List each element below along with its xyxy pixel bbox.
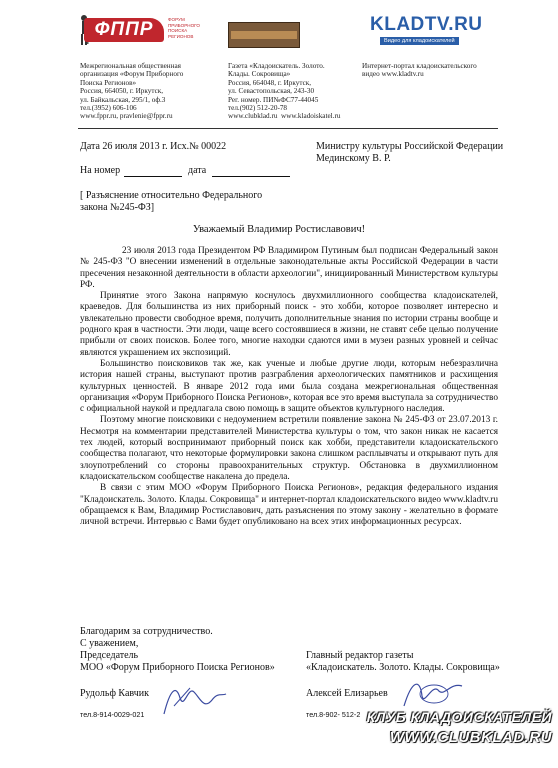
- paragraph: 23 июля 2013 года Президентом РФ Владимиром Путиным был подписан Федеральный закон № 245-ФЗ "О внесении изменений в отдельные законодательные акты Российской Федерации в части пресечения незаконной деятельности в области археологии", инициированный Министерством культуры РФ.: [80, 246, 498, 290]
- right-signer-name: Алексей Елизарьев: [306, 688, 388, 699]
- thanks-line: Благодарим за сотрудничество.: [80, 626, 213, 637]
- right-signer-title-1: Главный редактор газеты: [306, 650, 414, 661]
- paragraph: В связи с этим МОО «Форум Приборного Поиска Регионов», редакция федерального издания "Кладоискатель. Золото. Клады. Сокровища" и интернет-портал кладоискательского видео www.kladtv.ru обращаемся к Вам, Владимир Ростиславович, дать разъяснения по этому закону - желательно в формате личной встречи. Интервью с Вами будет опубликовано на всех этих информационных ресурсах.: [80, 483, 498, 528]
- fppr-logo: [78, 14, 208, 46]
- recipient: [316, 141, 503, 165]
- fppr-logo-subtitle: ФОРУМ ПРИБОРНОГО ПОИСКА РЕГИОНОВ: [168, 17, 200, 39]
- recipient-line-2: Мединскому В. Р.: [316, 153, 391, 164]
- header-divider: [78, 128, 498, 129]
- paragraph: Принятие этого Закона напрямую коснулось двухмиллионного сообщества кладоискателей, краеведов. Для большинства из них приборный поиск - это хобби, которое позволяет интересно и увлекательно провести свободное время, получить дополнительные знания по истории страны вообще и родного края в частности. Эти люди, чаще всего состоявшиеся в жизни, не ставят себе целью получение прибыли от своих поисков. Более того, многие находки сдаются ими в музеи разных уровней и сейчас являются украшением их экспозиций.: [80, 291, 498, 358]
- right-signer-title-2: «Кладоискатель. Золото. Клады. Сокровища»: [306, 662, 500, 673]
- fppr-contact-block: Межрегиональная общественная организация «Форум Приборного Поиска Регионов» Россия, 664050, г. Иркутск, ул. Байкальская, 295/1, оф.3 тел.(3952) 606-106 www.fppr.ru, pravlenie@fppr.ru: [80, 62, 184, 121]
- left-signer-phone: тел.8-914-0029-021: [80, 710, 145, 719]
- number-label: На номер: [80, 165, 121, 176]
- subject-line-1: [ Разъяснение относительно Федерального: [80, 190, 263, 201]
- left-signature-icon: [160, 680, 230, 720]
- date-line: Дата 26 июля 2013 г. Исх.№ 00022: [80, 141, 227, 152]
- date-blank-line: [212, 176, 290, 177]
- closing-left: [80, 626, 275, 674]
- gazeta-contact-block: Газета «Кладоискатель. Золото. Клады. Сокровища» Россия, 664048, г. Иркутск, ул. Севастопольская, 243-30 Рег. номер. ПИ№ФС77-44045 тел.(902) 512-20-78 www.clubklad.ru www.kladoiskatel.ru: [228, 62, 341, 121]
- watermark-line-2: WWW.CLUBKLAD.RU: [389, 729, 552, 746]
- salutation: Уважаемый Владимир Ростиславович!: [192, 224, 366, 235]
- subject: [80, 190, 262, 214]
- closing-right: [306, 650, 500, 674]
- kladtv-logo: [360, 14, 483, 48]
- paragraph: Поэтому многие поисковики с недоумением встретили появление закона № 245-ФЗ от 23.07.2013 г. Несмотря на комментарии представителей Министерства культуры о том, что закон никак не касается тех людей, который воспринимают приборный поиск как хобби, представители кладоискательского сообщества полагают, что некоторые формулировки закона слишком расплывчаты и открывают путь для злоупотреблений со стороны правоохранительных структур. Обстановка в двухмиллионном кладоискательском сообществе накалена до предела.: [80, 415, 498, 482]
- right-signature-icon: [398, 676, 468, 712]
- number-blank-line: [124, 176, 182, 177]
- subject-line-2: закона №245-ФЗ]: [80, 202, 155, 213]
- kladtv-contact-block: Интернет-портал кладоискательского видео www.kladtv.ru: [362, 62, 477, 79]
- kladtv-logo-text: KLADTV.RU: [370, 14, 483, 35]
- left-signer-name: Рудольф Кавчик: [80, 688, 149, 699]
- paragraph: Большинство поисковиков так же, как ученые и любые другие люди, которым небезразлична история нашей страны, выступают против разграбления археологических памятников и расхищения культурных ценностей. В январе 2012 года ими была создана межрегиональная общественная организация «Форум Приборного Поиска Регионов», которая все это время выступала за сотрудничество с официальной наукой и предлагала свою помощь в защите объектов культурного наследия.: [80, 358, 498, 415]
- left-signer-title-2: МОО «Форум Приборного Поиска Регионов»: [80, 662, 275, 673]
- letter-body: [80, 246, 498, 528]
- date-label: дата: [188, 165, 207, 176]
- gazeta-logo: [228, 22, 300, 48]
- recipient-line-1: Министру культуры Российской Федерации: [316, 141, 504, 152]
- respect-line: С уважением,: [80, 638, 139, 649]
- fppr-logo-text: ФППР: [84, 18, 164, 42]
- watermark-line-1: КЛУБ КЛАДОИСКАТЕЛЕЙ: [366, 709, 552, 725]
- left-signer-title-1: Председатель: [80, 650, 139, 661]
- kladtv-logo-subtitle: Видео для кладоискателей: [380, 37, 459, 45]
- right-signer-phone: тел.8-902- 512-2: [306, 710, 361, 719]
